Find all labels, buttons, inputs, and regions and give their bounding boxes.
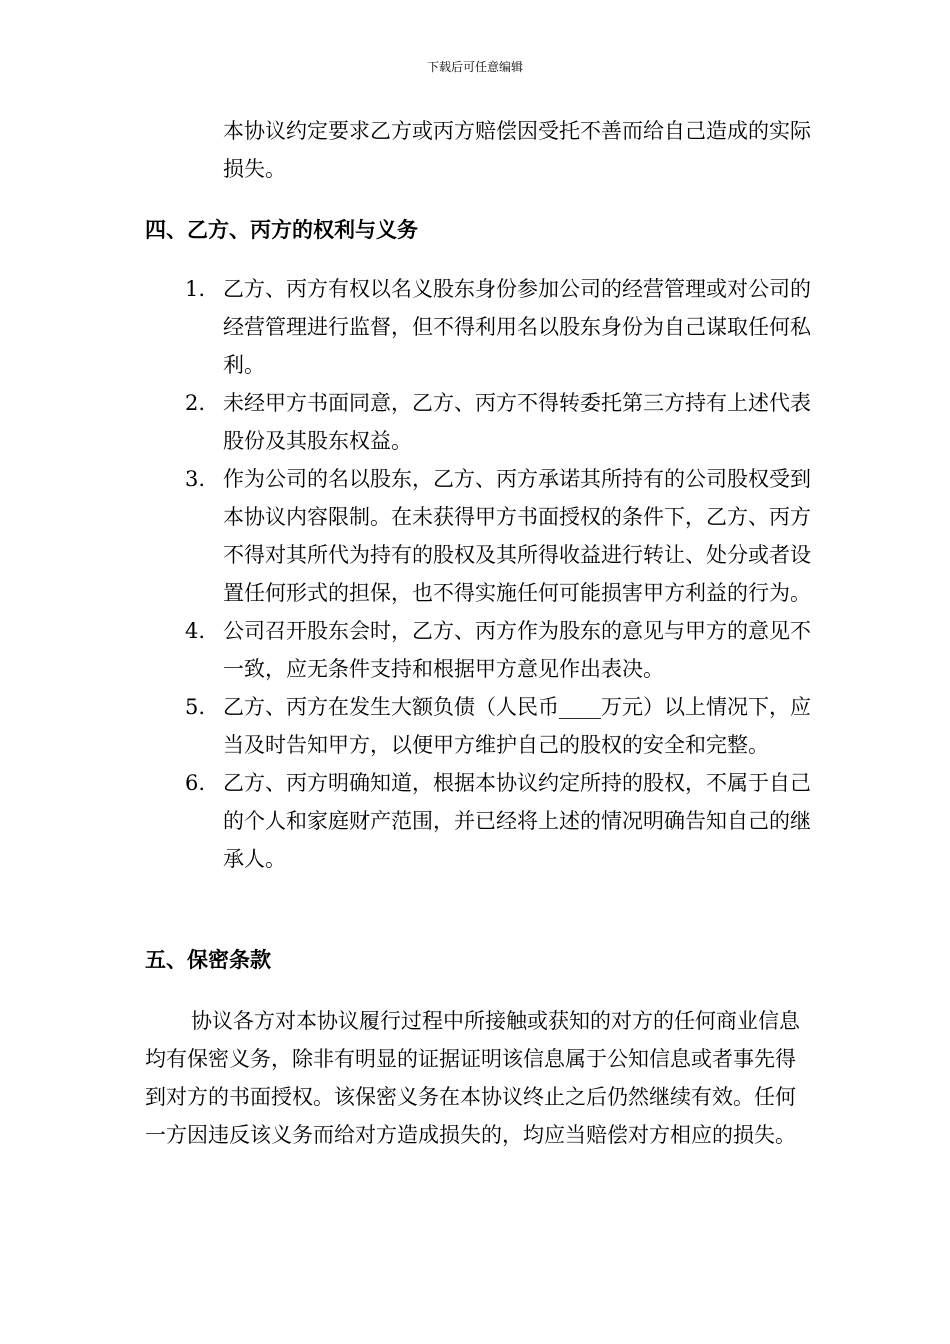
section-4-heading: 四、乙方、丙方的权利与义务 bbox=[145, 218, 418, 242]
list-item-text: 乙方、丙方有权以名义股东身份参加公司的经营管理或对公司的经营管理进行监督，但不得利用名以股东身份为自己谋取任何私利。 bbox=[223, 277, 811, 377]
list-item-number: 4. bbox=[185, 619, 206, 643]
section-4-list bbox=[185, 270, 835, 878]
list-item bbox=[185, 460, 835, 612]
list-item-number: 1. bbox=[185, 277, 206, 301]
list-item-number: 5. bbox=[185, 695, 206, 719]
list-item-number: 3. bbox=[185, 467, 206, 491]
list-item-text: 未经甲方书面同意，乙方、丙方不得转委托第三方持有上述代表股份及其股东权益。 bbox=[223, 391, 811, 453]
list-item-text: 乙方、丙方明确知道，根据本协议约定所持的股权，不属于自己的个人和家庭财产范围，并已经将上述的情况明确告知自己的继承人。 bbox=[223, 771, 811, 871]
continuation-paragraph: 本协议约定要求乙方或丙方赔偿因受托不善而给自己造成的实际损失。 bbox=[223, 119, 811, 181]
list-item-number: 6. bbox=[185, 771, 206, 795]
list-item-number: 2. bbox=[185, 391, 206, 415]
section-5-heading: 五、保密条款 bbox=[145, 948, 271, 972]
list-item-text: 公司召开股东会时，乙方、丙方作为股东的意见与甲方的意见不一致，应无条件支持和根据甲方意见作出表决。 bbox=[223, 619, 811, 681]
confidentiality-paragraph: 协议各方对本协议履行过程中所接触或获知的对方的任何商业信息均有保密义务，除非有明显的证据证明该信息属于公知信息或者事先得到对方的书面授权。该保密义务在本协议终止之后仍然继续有效。任何一方因违反该义务而给对方造成损失的，均应当赔偿对方相应的损失。 bbox=[145, 1009, 800, 1147]
header-note: 下载后可任意编辑 bbox=[426, 60, 523, 74]
list-item bbox=[185, 612, 835, 688]
list-item bbox=[185, 764, 835, 878]
list-item bbox=[185, 688, 835, 764]
list-item-text: 作为公司的名以股东，乙方、丙方承诺其所持有的公司股权受到本协议内容限制。在未获得甲方书面授权的条件下，乙方、丙方不得对其所代为持有的股权及其所得收益进行转让、处分或者设置任何形式的担保，也不得实施任何可能损害甲方利益的行为。 bbox=[223, 467, 811, 605]
list-item bbox=[185, 270, 835, 384]
list-item bbox=[185, 384, 835, 460]
list-item-text: 乙方、丙方在发生大额负债（人民币____万元）以上情况下，应当及时告知甲方，以便甲方维护自己的股权的安全和完整。 bbox=[223, 695, 811, 757]
